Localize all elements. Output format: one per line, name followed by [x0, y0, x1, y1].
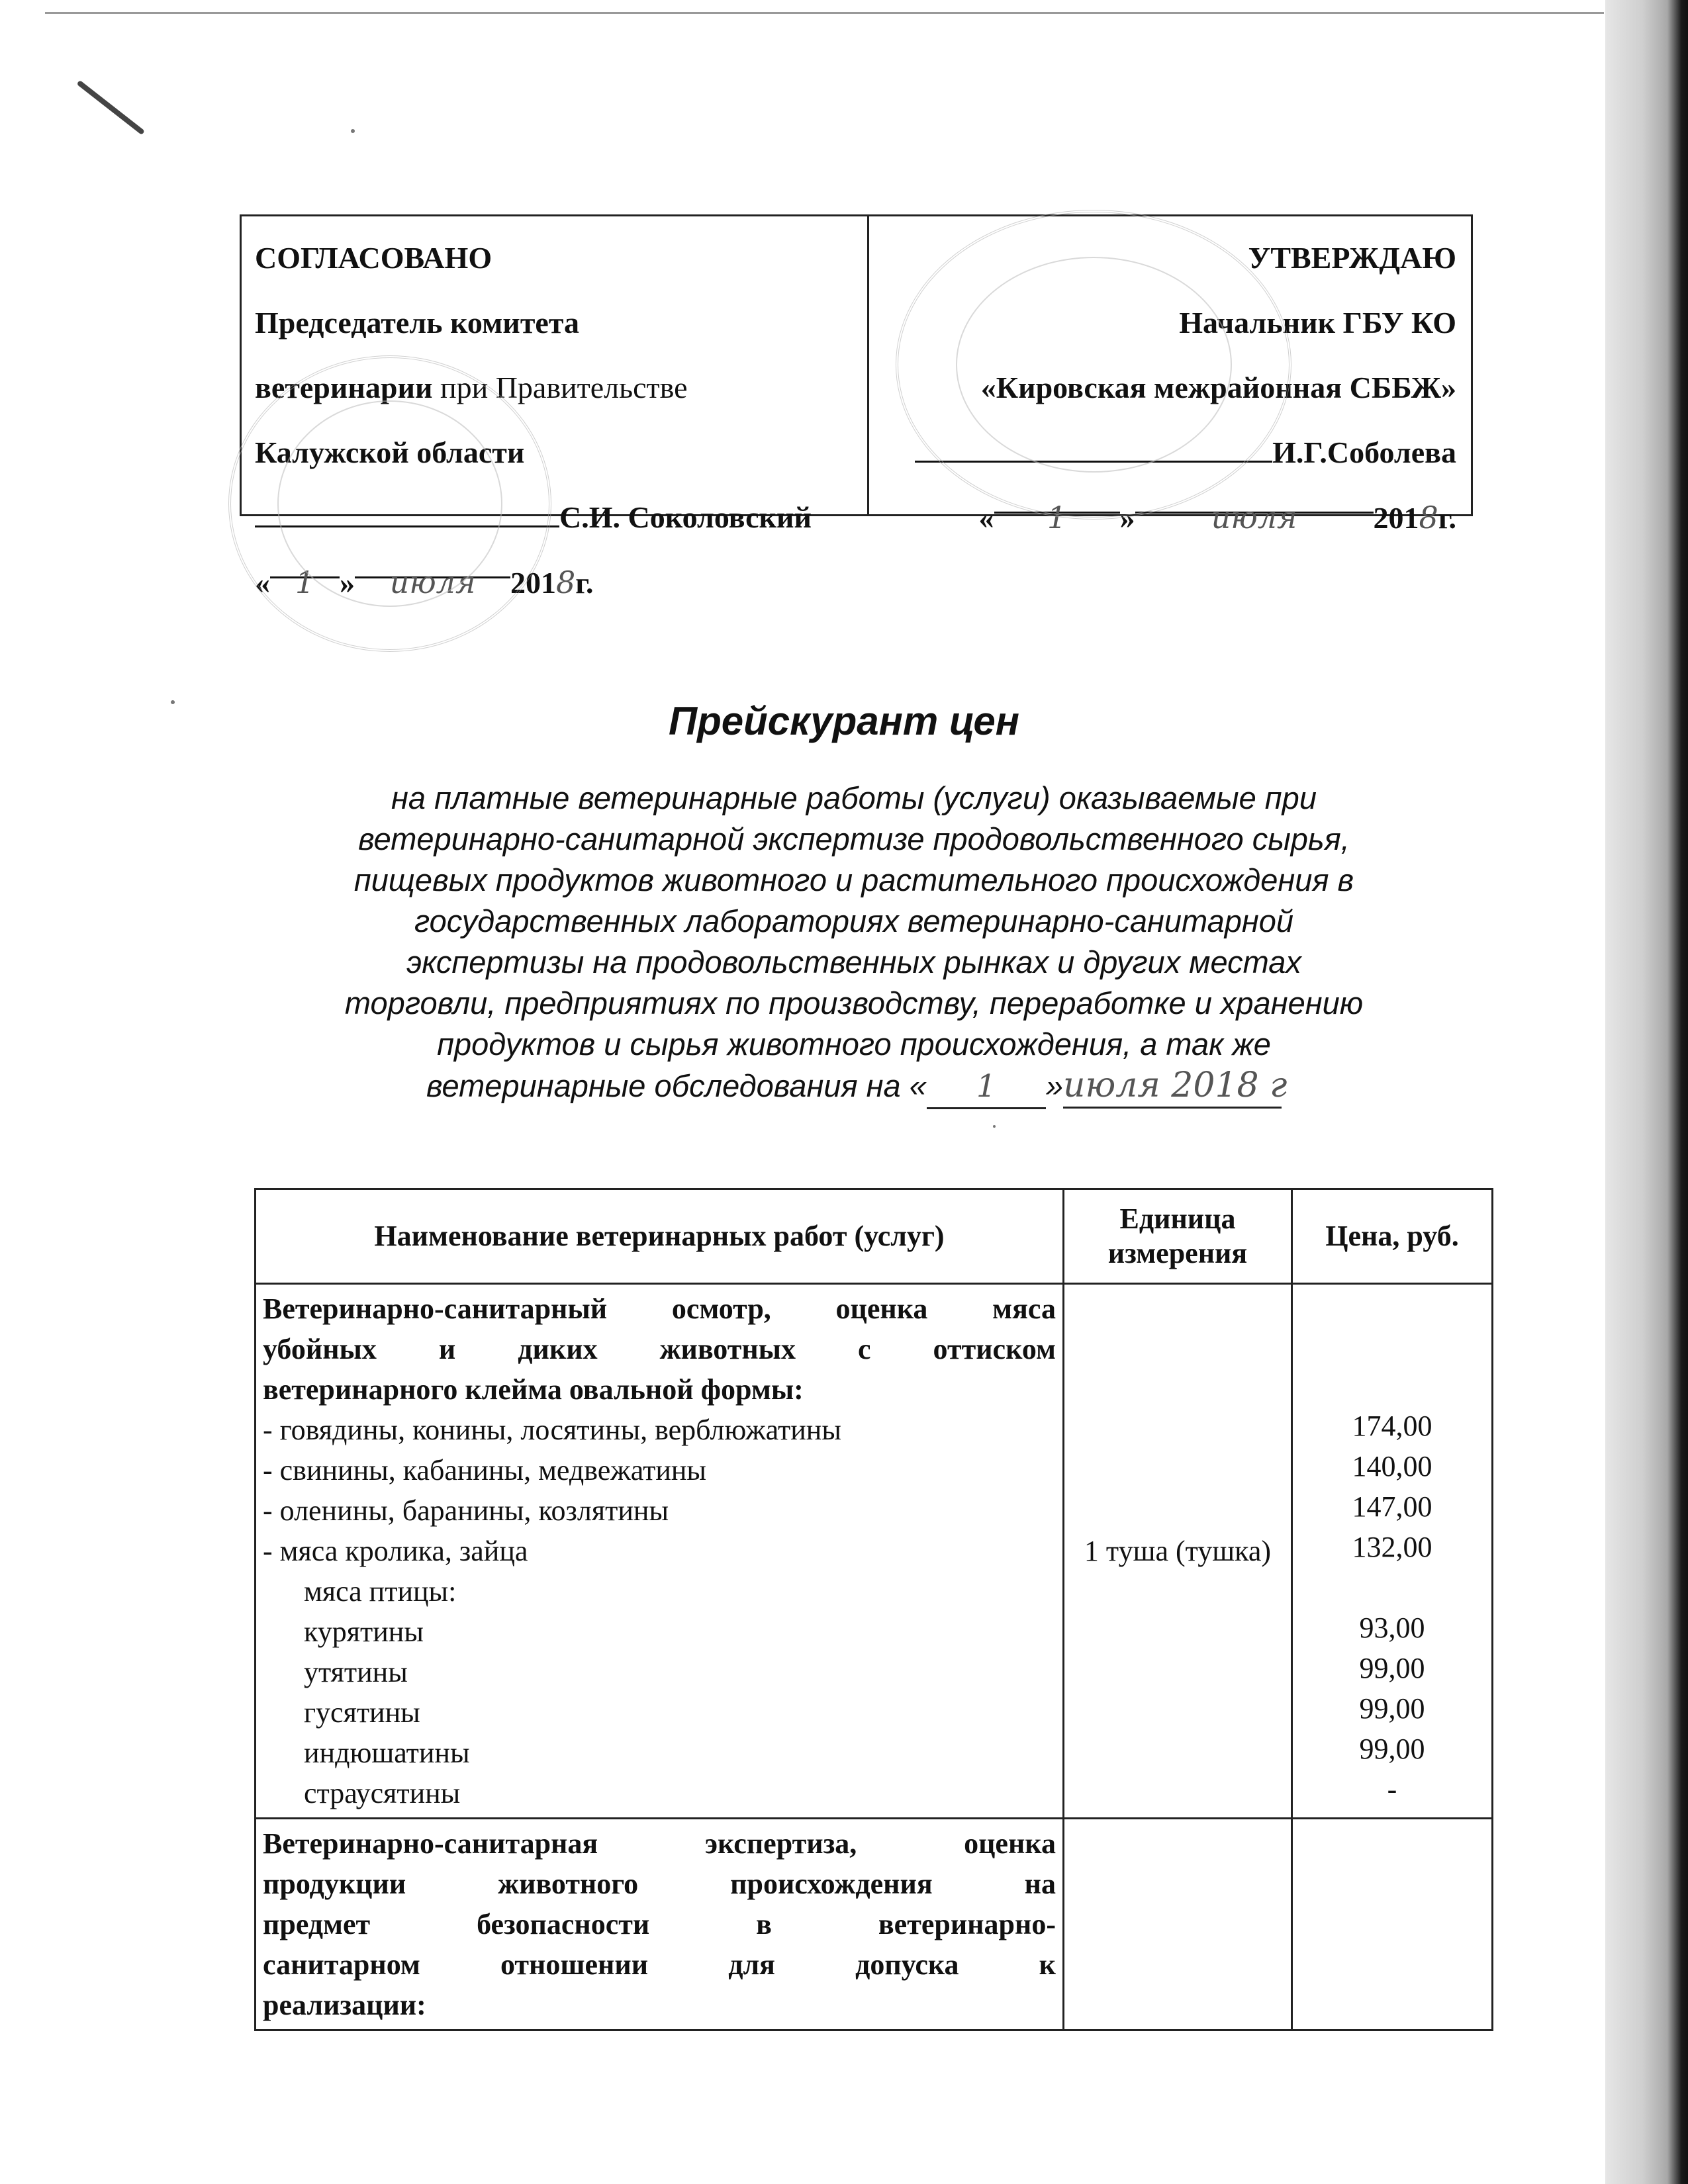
price-value: 140,00 — [1352, 1450, 1432, 1482]
price-value: 132,00 — [1352, 1531, 1432, 1563]
table-row-carcass-inspection — [256, 1284, 1493, 1819]
scan-speck — [351, 129, 355, 133]
price-value: 93,00 — [1359, 1612, 1425, 1644]
approved-organization: «Кировская межрайонная СББЖ» — [980, 371, 1456, 404]
document-title: Прейскурант цен — [668, 699, 1020, 743]
price-value: 99,00 — [1359, 1733, 1425, 1765]
approved-date-day-field: 1 — [994, 485, 1120, 514]
service-item: - говядины, конины, лосятины, верблюжатины — [263, 1414, 841, 1446]
agreed-position-line2: ветеринарии при Правительстве — [255, 371, 688, 404]
subtitle-line: государственных лабораториях ветеринарно-санитарной — [414, 903, 1294, 938]
price-list-table — [254, 1188, 1493, 2031]
price-value — [1293, 1567, 1491, 1608]
agreed-signatory-name: С.И. Соколовский — [559, 500, 812, 534]
service-item: гусятины — [304, 1696, 420, 1729]
column-header-price: Цена, руб. — [1292, 1189, 1493, 1284]
price-value: - — [1387, 1773, 1397, 1805]
service-item: - свинины, кабанины, медвежатины — [263, 1454, 706, 1486]
service-group-title: Ветеринарно-санитарная экспертиза, оценка продукции животного происхождения на предмет безопасности в ветеринарно- санитарном отношении для допуска к реализации: — [263, 1827, 1056, 2021]
agreed-position-line3: Калужской области — [255, 435, 525, 469]
service-item: страусятины — [304, 1777, 461, 1809]
approval-agreed-block — [242, 216, 869, 600]
service-item: утятины — [304, 1656, 408, 1688]
effective-date-line: ветеринарные обследования на « 1 »июля 2018 г — [238, 1065, 1470, 1109]
subtitle-line: торговли, предприятиях по производству, переработке и хранению — [344, 985, 1364, 1021]
service-item: - мяса кролика, зайца — [263, 1535, 528, 1567]
service-item: курятины — [304, 1615, 424, 1648]
subtitle-line: экспертизы на продовольственных рынках и других местах — [406, 944, 1301, 979]
approved-heading: УТВЕРЖДАЮ — [1248, 241, 1456, 275]
effective-date-month-field: июля 2018 г — [1063, 1065, 1282, 1109]
unit-cell — [1064, 1819, 1292, 2030]
official-seal-stamp-icon — [896, 210, 1291, 520]
subtitle-line: продуктов и сырья животного происхождения, а так же — [437, 1026, 1271, 1062]
price-cell — [1292, 1284, 1493, 1819]
agreed-date-line: « 1 » июля 2018г. — [255, 550, 867, 615]
subtitle-line: пищевых продуктов животного и растительного происхождения в — [353, 862, 1354, 897]
approved-position-line1: Начальник ГБУ КО — [1179, 306, 1456, 340]
staple-mark — [77, 80, 145, 135]
approved-date-month-field: июля — [1135, 485, 1374, 514]
table-header-row — [256, 1189, 1493, 1284]
service-subgroup-label: мяса птицы: — [304, 1575, 457, 1608]
price-value: 99,00 — [1359, 1652, 1425, 1684]
service-item: индюшатины — [304, 1737, 470, 1769]
service-name-cell — [256, 1819, 1064, 2030]
scan-speck — [993, 1125, 996, 1128]
approved-date-line: « 1 » июля 2018г. — [869, 485, 1456, 551]
column-header-service-name: Наименование ветеринарных работ (услуг) — [256, 1189, 1064, 1284]
approval-header-box — [240, 214, 1473, 600]
approved-signatory-name: И.Г.Соболева — [1272, 435, 1456, 469]
agreed-date-day-field: 1 — [270, 550, 340, 578]
table-row-product-expertise — [256, 1819, 1493, 2030]
service-name-cell — [256, 1284, 1064, 1819]
price-cell — [1292, 1819, 1493, 2030]
effective-date-day-field: 1 — [927, 1066, 1046, 1109]
service-item: - оленины, баранины, козлятины — [263, 1494, 669, 1527]
column-header-unit: Единица измерения — [1064, 1189, 1292, 1284]
price-value: 174,00 — [1352, 1410, 1432, 1442]
subtitle-line: на платные ветеринарные работы (услуги) оказываемые при — [391, 780, 1317, 815]
official-seal-stamp-icon — [228, 355, 551, 652]
approval-approved-block — [869, 216, 1471, 535]
agreed-position-line1: Председатель комитета — [255, 306, 579, 340]
scan-top-edge — [45, 12, 1604, 14]
scan-page-edge-shadow — [1605, 0, 1688, 2184]
price-value: 99,00 — [1359, 1692, 1425, 1725]
price-value: 147,00 — [1352, 1490, 1432, 1523]
agreed-date-month-field: июля — [355, 550, 510, 578]
service-group-title: Ветеринарно-санитарный осмотр, оценка мяса убойных и диких животных с оттиском ветеринарного клейма овальной формы: — [263, 1293, 1056, 1406]
agreed-heading: СОГЛАСОВАНО — [255, 241, 492, 275]
unit-cell: 1 туша (тушка) — [1064, 1284, 1292, 1819]
subtitle-line: ветеринарно-санитарной экспертизе продовольственного сырья, — [358, 821, 1350, 856]
document-subtitle — [238, 778, 1470, 1109]
